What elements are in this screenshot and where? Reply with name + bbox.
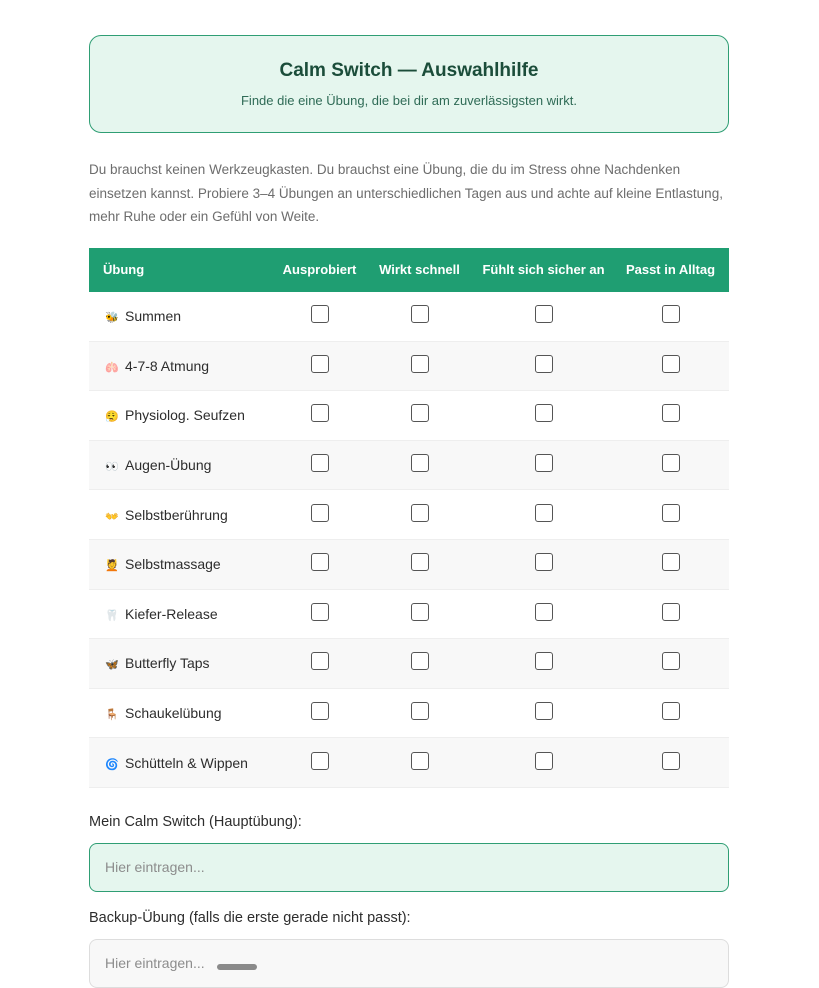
checkbox-cell: [275, 688, 364, 738]
checkbox-tried[interactable]: [311, 752, 329, 770]
table-row: [89, 688, 729, 738]
checkbox-cell: [475, 292, 612, 342]
checkbox-cell: [612, 589, 729, 639]
checkbox-tried[interactable]: [311, 504, 329, 522]
checkbox-cell: [364, 292, 475, 342]
primary-exercise-input[interactable]: [89, 843, 729, 892]
table-row: [89, 292, 729, 342]
checkbox-cell: [364, 341, 475, 391]
table-row: [89, 738, 729, 788]
checkbox-cell: [475, 639, 612, 689]
exercise-label: Butterfly Taps: [125, 655, 210, 672]
checkbox-safe[interactable]: [535, 702, 553, 720]
table-row: [89, 391, 729, 441]
butterfly-icon: 🦋: [105, 659, 119, 672]
page-title: Calm Switch — Auswahlhilfe: [279, 60, 539, 81]
checkbox-cell: [364, 589, 475, 639]
checkbox-cell: [275, 490, 364, 540]
checkbox-cell: [475, 738, 612, 788]
checkbox-safe[interactable]: [535, 305, 553, 323]
checkbox-tried[interactable]: [311, 404, 329, 422]
checkbox-safe[interactable]: [535, 355, 553, 373]
checkbox-everyday[interactable]: [662, 355, 680, 373]
table-row: [89, 639, 729, 689]
exercise-name-cell: [89, 341, 275, 391]
checkbox-fast[interactable]: [411, 305, 429, 323]
checkbox-tried[interactable]: [311, 553, 329, 571]
checkbox-cell: [475, 391, 612, 441]
checkbox-everyday[interactable]: [662, 404, 680, 422]
exercise-label: Summen: [125, 308, 182, 325]
checkbox-cell: [364, 639, 475, 689]
tooth-icon: 🦷: [105, 609, 119, 622]
checkbox-tried[interactable]: [311, 454, 329, 472]
exercise-name-cell: [89, 589, 275, 639]
column-header-everyday: Passt in Alltag: [625, 262, 716, 277]
checkbox-fast[interactable]: [411, 504, 429, 522]
checkbox-safe[interactable]: [535, 404, 553, 422]
open-hands-icon: 👐: [105, 510, 119, 523]
exercise-label: Schütteln & Wippen: [125, 754, 248, 771]
checkbox-cell: [475, 589, 612, 639]
checkbox-cell: [612, 738, 729, 788]
checkbox-tried[interactable]: [311, 652, 329, 670]
checkbox-everyday[interactable]: [662, 454, 680, 472]
checkbox-everyday[interactable]: [662, 504, 680, 522]
exercise-matrix: [89, 248, 729, 788]
checkbox-cell: [612, 341, 729, 391]
table-row: [89, 589, 729, 639]
checkbox-fast[interactable]: [411, 603, 429, 621]
checkbox-fast[interactable]: [411, 454, 429, 472]
backup-exercise-label: Backup-Übung (falls die erste gerade nicht passt):: [89, 909, 411, 926]
checkbox-tried[interactable]: [311, 603, 329, 621]
exercise-label: 4-7-8 Atmung: [125, 357, 210, 374]
checkbox-cell: [275, 440, 364, 490]
exercise-label: Selbstmassage: [125, 556, 221, 573]
checkbox-cell: [275, 341, 364, 391]
checkbox-cell: [275, 539, 364, 589]
exercise-label: Physiolog. Seufzen: [125, 407, 245, 424]
backup-exercise-placeholder: Hier eintragen...: [105, 955, 205, 972]
checkbox-cell: [364, 490, 475, 540]
checkbox-tried[interactable]: [311, 305, 329, 323]
bee-icon: 🐝: [105, 312, 119, 325]
checkbox-cell: [275, 639, 364, 689]
exercise-name-cell: [89, 440, 275, 490]
checkbox-cell: [612, 639, 729, 689]
checkbox-fast[interactable]: [411, 355, 429, 373]
scroll-indicator[interactable]: [217, 964, 257, 970]
checkbox-cell: [475, 341, 612, 391]
column-header-exercise: Übung: [103, 262, 145, 277]
lungs-icon: 🫁: [105, 361, 119, 374]
checkbox-cell: [612, 688, 729, 738]
checkbox-everyday[interactable]: [662, 553, 680, 571]
checkbox-cell: [612, 490, 729, 540]
checkbox-cell: [364, 440, 475, 490]
checkbox-cell: [275, 589, 364, 639]
primary-exercise-label: Mein Calm Switch (Hauptübung):: [89, 813, 302, 830]
eyes-icon: 👀: [105, 461, 119, 474]
chair-icon: 🪑: [105, 709, 119, 722]
column-header-tried: Ausprobiert: [282, 262, 357, 277]
checkbox-fast[interactable]: [411, 404, 429, 422]
checkbox-everyday[interactable]: [662, 652, 680, 670]
checkbox-cell: [275, 738, 364, 788]
checkbox-safe[interactable]: [535, 454, 553, 472]
table-row: [89, 341, 729, 391]
checkbox-cell: [364, 738, 475, 788]
checkbox-safe[interactable]: [535, 752, 553, 770]
spiral-icon: 🌀: [105, 758, 119, 771]
exercise-label: Kiefer-Release: [125, 605, 218, 622]
table-row: [89, 490, 729, 540]
checkbox-fast[interactable]: [411, 752, 429, 770]
backup-exercise-input[interactable]: [89, 939, 729, 988]
checkbox-everyday[interactable]: [662, 305, 680, 323]
exercise-name-cell: [89, 688, 275, 738]
checkbox-cell: [475, 440, 612, 490]
checkbox-safe[interactable]: [535, 504, 553, 522]
exercise-name-cell: [89, 292, 275, 342]
table-row: [89, 539, 729, 589]
exercise-name-cell: [89, 490, 275, 540]
exercise-label: Schaukelübung: [125, 705, 222, 722]
exercise-name-cell: [89, 639, 275, 689]
checkbox-safe[interactable]: [535, 553, 553, 571]
checkbox-tried[interactable]: [311, 702, 329, 720]
checkbox-tried[interactable]: [311, 355, 329, 373]
checkbox-cell: [364, 688, 475, 738]
checkbox-cell: [475, 539, 612, 589]
checkbox-cell: [364, 539, 475, 589]
checkbox-cell: [612, 539, 729, 589]
exercise-name-cell: [89, 738, 275, 788]
checkbox-fast[interactable]: [411, 702, 429, 720]
checkbox-cell: [612, 292, 729, 342]
exercise-name-cell: [89, 539, 275, 589]
checkbox-cell: [275, 292, 364, 342]
checkbox-everyday[interactable]: [662, 702, 680, 720]
header-card: [89, 35, 729, 133]
massage-icon: 💆: [105, 560, 119, 573]
column-header-fast: Wirkt schnell: [379, 262, 460, 277]
intro-text: Du brauchst keinen Werkzeugkasten. Du brauchst eine Übung, die du im Stress ohne Nachdenken einsetzen kannst. Probiere 3–4 Übungen an unterschiedlichen Tagen aus und achte auf kleine Entlastung, mehr Ruhe oder ein Gefühl von Weite.: [89, 162, 723, 224]
exhale-face-icon: 😮‍💨: [105, 411, 119, 424]
checkbox-fast[interactable]: [411, 553, 429, 571]
checkbox-safe[interactable]: [535, 652, 553, 670]
checkbox-safe[interactable]: [535, 603, 553, 621]
checkbox-cell: [275, 391, 364, 441]
checkbox-cell: [612, 440, 729, 490]
checkbox-cell: [475, 688, 612, 738]
table-header-row: [89, 248, 729, 292]
checkbox-cell: [612, 391, 729, 441]
checkbox-everyday[interactable]: [662, 603, 680, 621]
exercise-label: Selbstberührung: [125, 506, 228, 523]
primary-exercise-placeholder: Hier eintragen...: [105, 859, 205, 876]
exercise-name-cell: [89, 391, 275, 441]
checkbox-fast[interactable]: [411, 652, 429, 670]
checkbox-everyday[interactable]: [662, 752, 680, 770]
column-header-safe: Fühlt sich sicher an: [482, 262, 605, 277]
page-subtitle: Finde die eine Übung, die bei dir am zuverlässigsten wirkt.: [240, 93, 577, 108]
checkbox-cell: [364, 391, 475, 441]
table-row: [89, 440, 729, 490]
exercise-label: Augen-Übung: [125, 457, 212, 474]
page-content: [89, 35, 729, 988]
checkbox-cell: [475, 490, 612, 540]
